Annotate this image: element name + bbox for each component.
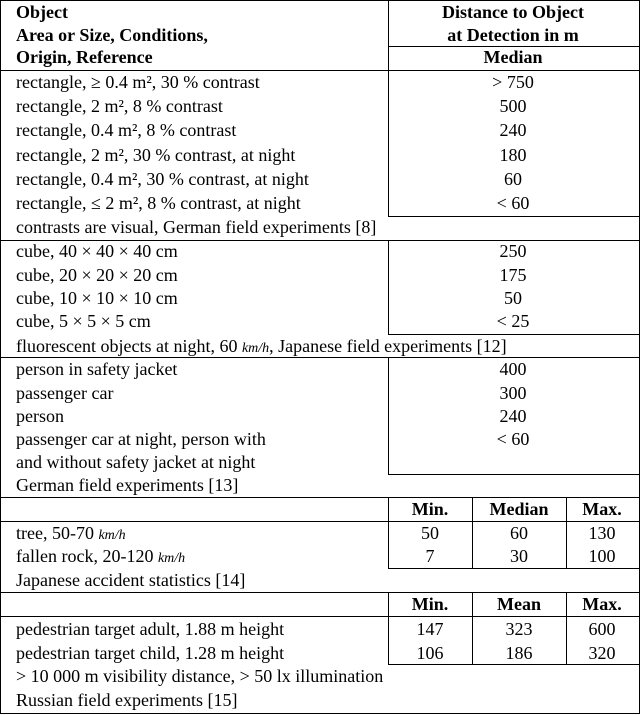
s1-label-3: rectangle, 2 m², 30 % contrast, at night (16, 145, 296, 165)
header-median: Median (483, 47, 543, 67)
s1-value-5: < 60 (496, 193, 530, 213)
s2-label-1: cube, 20 × 20 × 20 cm (16, 265, 178, 285)
rule-divider-s1 (388, 0, 389, 217)
s1-label-2: rectangle, 0.4 m², 8 % contrast (16, 120, 237, 140)
s3-value-3: < 60 (496, 429, 530, 449)
header-distance: Distance to Object (442, 2, 584, 22)
s3-value-0: 400 (499, 359, 527, 379)
s5-max-0: 600 (588, 619, 616, 639)
rule-s5-values-end (388, 664, 640, 665)
s3-label-2: person (16, 406, 64, 426)
s4-label-1: fallen rock, 20-120 km/h (16, 546, 186, 566)
s5-mean-1: 186 (505, 643, 533, 663)
rule-s3-values-end (388, 474, 640, 475)
s4-min-1: 7 (425, 546, 435, 566)
rule-divider-s5-min (472, 592, 473, 665)
rule-divider-s4-median (566, 497, 567, 569)
s3-label-1: passenger car (16, 383, 114, 403)
s1-value-4: 60 (504, 169, 522, 189)
rule-s3-end (0, 497, 640, 498)
s4-median-0: 60 (510, 523, 528, 543)
rule-divider-s5 (388, 592, 389, 665)
s4-max-1: 100 (588, 546, 616, 566)
s3-label-0: person in safety jacket (16, 359, 178, 379)
rule-s4-header-end (0, 521, 640, 522)
s3-note: German field experiments [13] (16, 475, 239, 495)
s2-value-0: 250 (499, 241, 527, 261)
s1-value-2: 240 (499, 120, 527, 140)
s5-header-max: Max. (582, 594, 622, 614)
s3-value-1: 300 (499, 383, 527, 403)
s1-label-0: rectangle, ≥ 0.4 m², 30 % contrast (16, 72, 260, 92)
s5-label-1: pedestrian target child, 1.28 m height (16, 643, 285, 663)
s5-header-mean: Mean (497, 594, 541, 614)
s5-min-1: 106 (416, 643, 444, 663)
s4-header-median: Median (489, 499, 549, 519)
s2-value-2: 50 (504, 288, 522, 308)
rule-divider-s3 (388, 357, 389, 475)
s1-value-1: 500 (499, 96, 527, 116)
s4-header-max: Max. (582, 499, 622, 519)
s3-label-4: and without safety jacket at night (16, 452, 256, 472)
header-origin-reference: Origin, Reference (16, 47, 153, 67)
header-object: Object (16, 2, 68, 22)
s2-value-1: 175 (499, 265, 527, 285)
s5-header-min: Min. (411, 594, 449, 614)
s5-mean-0: 323 (505, 619, 533, 639)
s5-max-1: 320 (588, 643, 616, 663)
s5-min-0: 147 (416, 619, 444, 639)
rule-left (0, 0, 1, 714)
s5-note-reference: Russian field experiments [15] (16, 690, 238, 710)
s4-note: Japanese accident statistics [14] (16, 570, 246, 590)
s4-median-1: 30 (510, 546, 528, 566)
rule-divider-s2 (388, 240, 389, 335)
s1-label-4: rectangle, 0.4 m², 30 % contrast, at night (16, 169, 309, 189)
rule-s1-end (0, 240, 640, 241)
s4-label-0: tree, 50-70 km/h (16, 523, 126, 543)
s2-label-0: cube, 40 × 40 × 40 cm (16, 241, 178, 261)
s2-label-2: cube, 10 × 10 × 10 cm (16, 288, 178, 308)
s1-note: contrasts are visual, German field experiments [8] (16, 217, 377, 237)
rule-s2-end (0, 357, 640, 358)
s1-value-3: 180 (499, 145, 527, 165)
s2-note: fluorescent objects at night, 60 km/h, Japanese field experiments [12] (16, 336, 507, 356)
rule-divider-s4-min (472, 497, 473, 569)
rule-s2-values-end (388, 334, 640, 335)
s2-value-3: < 25 (496, 311, 530, 331)
rule-header-median (388, 46, 640, 47)
s5-note-visibility: > 10 000 m visibility distance, > 50 lx illumination (16, 666, 384, 686)
rule-bottom (0, 713, 640, 714)
rule-s1-values-end (388, 216, 640, 217)
rule-s5-header-end (0, 616, 640, 617)
rule-divider-s5-mean (566, 592, 567, 665)
s3-label-3: passenger car at night, person with (16, 429, 266, 449)
s4-header-min: Min. (411, 499, 449, 519)
s1-label-1: rectangle, 2 m², 8 % contrast (16, 96, 223, 116)
rule-header-bottom (0, 70, 640, 71)
s4-min-0: 50 (421, 523, 439, 543)
header-area-size: Area or Size, Conditions, (16, 25, 208, 45)
rule-s4-end (0, 592, 640, 593)
s3-value-2: 240 (499, 406, 527, 426)
s1-label-5: rectangle, ≤ 2 m², 8 % contrast, at night (16, 193, 301, 213)
header-at-detection: at Detection in m (447, 25, 579, 45)
rule-divider-s4 (388, 497, 389, 569)
rule-s4-values-end (388, 568, 640, 569)
s4-max-0: 130 (588, 523, 616, 543)
rule-top (0, 0, 640, 1)
s2-label-3: cube, 5 × 5 × 5 cm (16, 311, 151, 331)
s1-value-0: > 750 (492, 72, 534, 92)
s5-label-0: pedestrian target adult, 1.88 m height (16, 619, 285, 639)
